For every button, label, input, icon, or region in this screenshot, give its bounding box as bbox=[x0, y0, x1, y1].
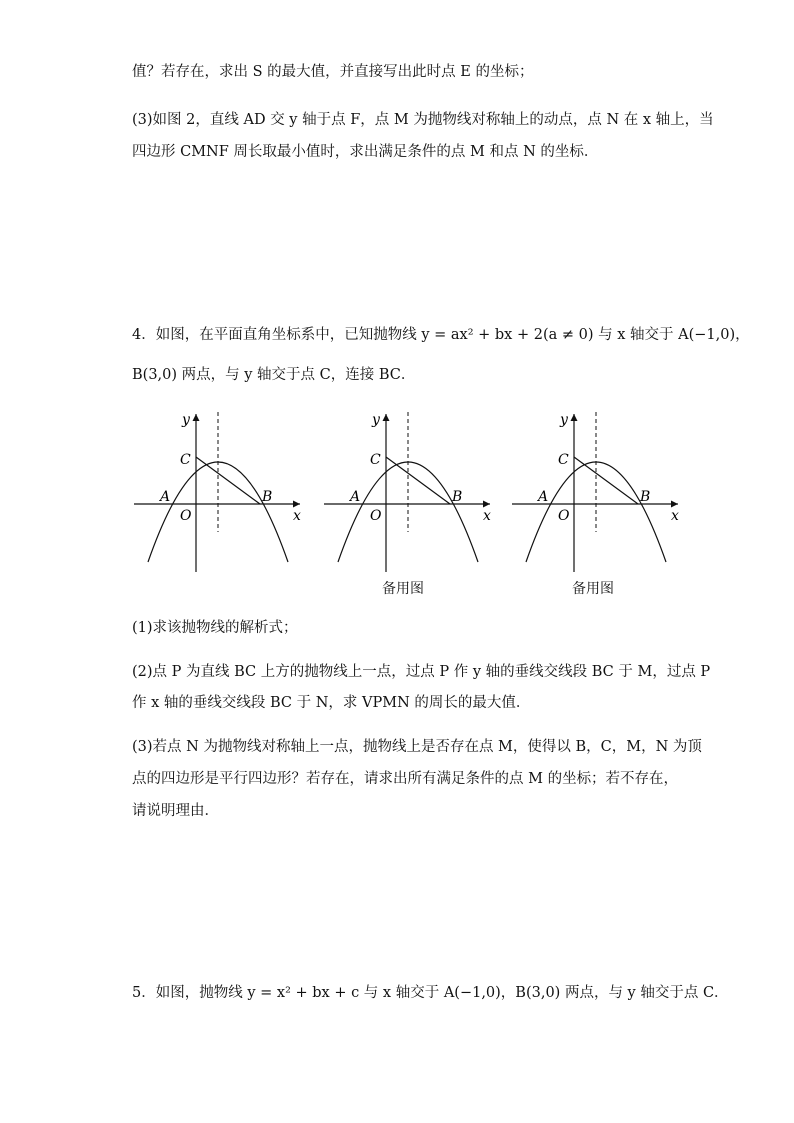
sub-question-3-a: (3)若点 N 为抛物线对称轴上一点，抛物线上是否存在点 M，使得以 B，C，M，N 为顶 bbox=[132, 739, 702, 755]
label-c: C bbox=[180, 452, 191, 468]
label-b: B bbox=[452, 489, 463, 505]
figure-3-caption: 备用图 bbox=[572, 581, 614, 597]
text-line-3: 四边形 CMNF 周长取最小值时，求出满足条件的点 M 和点 N 的坐标． bbox=[132, 144, 599, 160]
question-4-line-1: 4．如图，在平面直角坐标系中，已知抛物线 y = ax² + bx + 2(a ≠ 0) 与 x 轴交于 A(−1,0)， bbox=[132, 327, 750, 343]
figure-3 bbox=[508, 402, 708, 602]
label-o: O bbox=[558, 508, 570, 524]
sub-question-2-b: 作 x 轴的垂线交线段 BC 于 N，求 VPMN 的周长的最大值． bbox=[132, 695, 531, 711]
parabola-graph bbox=[320, 402, 520, 574]
label-a: A bbox=[350, 489, 361, 505]
text-line-2: (3)如图 2，直线 AD 交 y 轴于点 F，点 M 为抛物线对称轴上的动点，点 N 在 x 轴上，当 bbox=[132, 112, 714, 128]
parabola-graph bbox=[130, 402, 330, 574]
label-x: x bbox=[483, 508, 491, 524]
label-x: x bbox=[671, 508, 679, 524]
label-c: C bbox=[370, 452, 381, 468]
label-x: x bbox=[293, 508, 301, 524]
label-y: y bbox=[372, 412, 380, 428]
figure-2 bbox=[320, 402, 520, 602]
label-o: O bbox=[370, 508, 382, 524]
label-o: O bbox=[180, 508, 192, 524]
label-a: A bbox=[160, 489, 171, 505]
sub-question-3-c: 请说明理由． bbox=[132, 803, 219, 819]
label-y: y bbox=[182, 412, 190, 428]
figure-2-caption: 备用图 bbox=[382, 581, 424, 597]
sub-question-2-a: (2)点 P 为直线 BC 上方的抛物线上一点，过点 P 作 y 轴的垂线交线段 BC 于 M，过点 P bbox=[132, 664, 711, 680]
label-c: C bbox=[558, 452, 569, 468]
sub-question-3-b: 点的四边形是平行四边形？若存在，请求出所有满足条件的点 M 的坐标；若不存在， bbox=[132, 771, 679, 787]
question-4-line-2: B(3,0) 两点，与 y 轴交于点 C，连接 BC． bbox=[132, 367, 416, 383]
label-b: B bbox=[640, 489, 651, 505]
parabola-graph bbox=[508, 402, 708, 574]
label-b: B bbox=[262, 489, 273, 505]
text-line-1: 值？若存在，求出 S 的最大值，并直接写出此时点 E 的坐标； bbox=[132, 64, 534, 80]
label-a: A bbox=[538, 489, 549, 505]
label-y: y bbox=[560, 412, 568, 428]
sub-question-1: (1)求该抛物线的解析式； bbox=[132, 620, 298, 636]
figure-1 bbox=[130, 402, 330, 602]
question-5-line-1: 5．如图，抛物线 y = x² + bx + c 与 x 轴交于 A(−1,0)，B(3,0) 两点，与 y 轴交于点 C． bbox=[132, 985, 729, 1001]
